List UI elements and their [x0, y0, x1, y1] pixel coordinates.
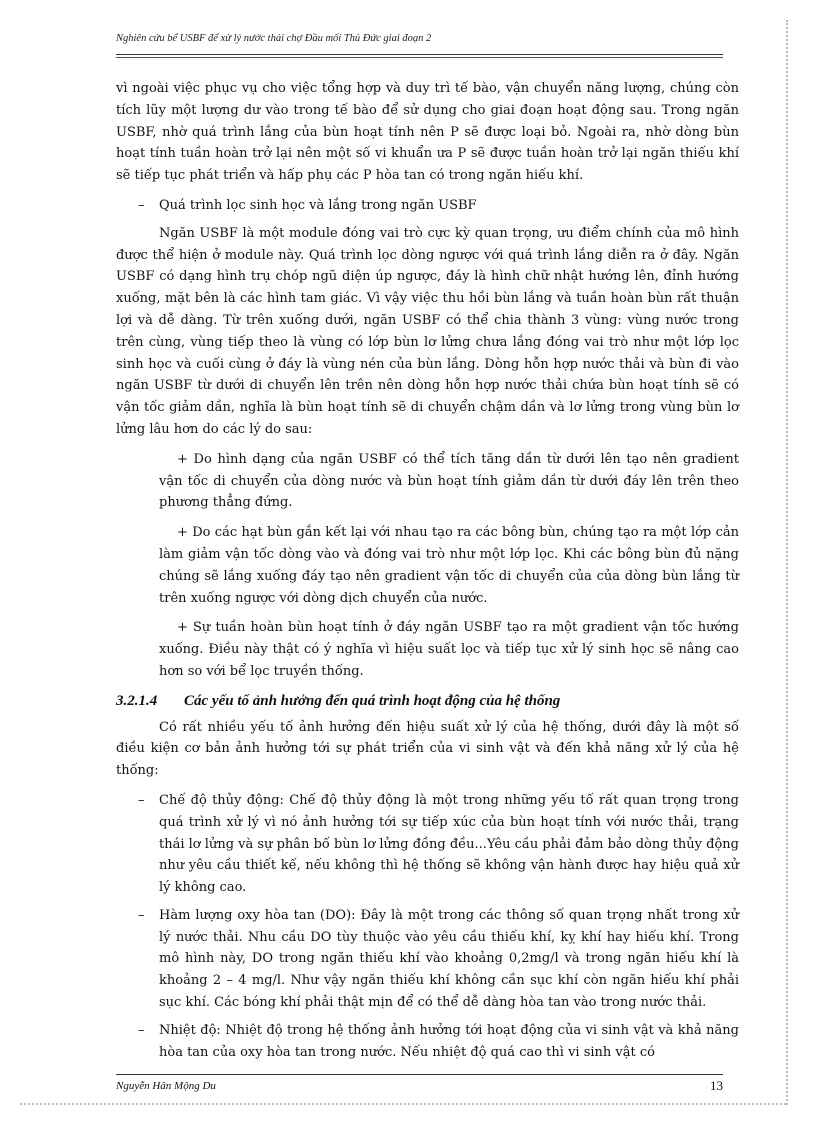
- page-content: [116, 78, 739, 1069]
- running-header: Nghiên cứu bể USBF để xử lý nước thải chợ Đầu mối Thủ Đức giai đoạn 2: [116, 33, 432, 44]
- footer-rule: [116, 1074, 723, 1075]
- list-item-dissolved-oxygen: [116, 905, 739, 1014]
- paragraph-usbf: Ngăn USBF là một module đóng vai trò cực kỳ quan trọng, ưu điểm chính của mô hình được thể hiện ở module này. Quá trình lọc dòng ngược với quá trình lắng diễn ra ở đây. Ngăn USBF có dạng hình trụ chóp ngũ diện úp ngược, đáy là hình chữ nhật hướng lên, đỉnh hướng xuống, mặt bên là các hình tam giác. Vì vậy việc thu hồi bùn lắng và tuần hoàn bùn rất thuận lợi và dễ dàng. Từ trên xuống dưới, ngăn USBF có thể chia thành 3 vùng: vùng nước trong trên cùng, vùng tiếp theo là vùng có lớp bùn lơ lửng chưa lắng đóng vai trò như một lớp lọc sinh học và cuối cùng ở đáy là vùng nén của bùn lắng. Dòng hỗn hợp nước thải và bùn đi vào ngăn USBF từ dưới di chuyển lên trên nên dòng hỗn hợp nước thải chứa bùn hoạt tính sẽ có vận tốc giảm dần, nghĩa là bùn hoạt tính sẽ di chuyển chậm dần và lơ lửng trong vùng bùn lơ lửng lâu hơn do các lý do sau:: [116, 225, 739, 437]
- page-shadow-right: [786, 20, 788, 1105]
- plus-item-3: + Sự tuần hoàn bùn hoạt tính ở đáy ngăn USBF tạo ra một gradient vận tốc hướng xuống. Điều này thật có ý nghĩa vì hiệu suất lọc và tiếp tục xử lý sinh học sẽ nâng cao hơn so với bể lọc truyền thống.: [159, 620, 739, 679]
- dash-bullet: –: [138, 907, 145, 923]
- plus-item-2: + Do các hạt bùn gắn kết lại với nhau tạo ra các bông bùn, chúng tạo ra một lớp cản làm giảm vận tốc dòng vào và đóng vai trò như một lớp lọc. Khi các bông bùn đủ nặng chúng sẽ lắng xuống đáy tạo nên gradient vận tốc di chuyển của của dòng bùn lắng từ trên xuống ngược với dòng dịch chuyển của nước.: [159, 525, 739, 606]
- list-item-text: Nhiệt độ: Nhiệt độ trong hệ thống ảnh hưởng tới hoạt động của vi sinh vật và khả năng hòa tan của oxy hòa tan trong nước. Nếu nhiệt độ quá cao thì vi sinh vật có: [159, 1022, 739, 1060]
- header-rule: [116, 54, 723, 55]
- paragraph-factors: Có rất nhiều yếu tố ảnh hưởng đến hiệu suất xử lý của hệ thống, dưới đây là một số điều kiện cơ bản ảnh hưởng tới sự phát triển của vi sinh vật và đến khả năng xử lý của hệ thống:: [116, 719, 739, 779]
- section-title: Các yếu tố ảnh hưởng đến quá trình hoạt động của hệ thống: [184, 692, 561, 709]
- list-item-text: Quá trình lọc sinh học và lắng trong ngăn USBF: [159, 197, 477, 213]
- footer-author: Nguyễn Hân Mộng Du: [116, 1080, 216, 1092]
- list-item-text: Hàm lượng oxy hòa tan (DO): Đây là một trong các thông số quan trọng nhất trong xử lý nước thải. Nhu cầu DO tùy thuộc vào yêu cầu thiếu khí, kỵ khí hay hiếu khí. Trong mô hình này, DO trong ngăn thiếu khí vào khoảng 0,2mg/l và trong ngăn hiếu khí là khoảng 2 – 4 mg/l. Như vậy ngăn thiếu khí không cần sục khí còn ngăn hiếu khí phải sục khí. Các bóng khí phải thật mịn để có thể dễ dàng hòa tan vào trong nước thải.: [159, 907, 739, 1011]
- section-heading: [116, 691, 739, 713]
- page-shadow-bottom: [20, 1103, 786, 1105]
- dash-bullet: –: [138, 1022, 145, 1038]
- dash-bullet: –: [138, 197, 145, 213]
- list-item-hydrodynamic: [116, 790, 739, 899]
- list-item-usbf: [116, 195, 739, 217]
- plus-item-1: + Do hình dạng của ngăn USBF có thể tích tăng dần từ dưới lên tạo nên gradient vận tốc di chuyển của dòng nước và bùn hoạt tính giảm dần từ dưới đáy lên trên theo phương thẳng đứng.: [159, 451, 739, 511]
- header-rule-thin: [116, 57, 723, 58]
- paragraph-intro: vì ngoài việc phục vụ cho việc tổng hợp và duy trì tế bào, vận chuyển năng lượng, chúng còn tích lũy một lượng dư vào trong tế bào để sử dụng cho giai đoạn hoạt động sau. Trong ngăn USBF, nhờ quá trình lắng của bùn hoạt tính nên P sẽ được loại bỏ. Ngoài ra, nhờ dòng bùn hoạt tính tuần hoàn trở lại nên một số vi khuẩn ưa P sẽ được tuần hoàn trở lại ngăn thiếu khí sẽ tiếp tục phát triển và hấp phụ các P hòa tan có trong ngăn hiếu khí.: [116, 81, 739, 184]
- list-item-temperature: [116, 1020, 739, 1064]
- dash-bullet: –: [138, 792, 145, 808]
- list-item-text: Chế độ thủy động: Chế độ thủy động là một trong những yếu tố rất quan trọng trong quá trình xử lý vì nó ảnh hưởng tới sự tiếp xúc của bùn hoạt tính với nước thải, trạng thái lơ lửng và sự phân bố bùn lơ lửng đồng đều...Yêu cầu phải đảm bảo dòng thủy động như yêu cầu thiết kế, nếu không thì hệ thống sẽ không vận hành được hay hiệu quả xử lý không cao.: [159, 792, 739, 896]
- section-number: 3.2.1.4: [116, 692, 158, 709]
- page-number: 13: [710, 1078, 723, 1093]
